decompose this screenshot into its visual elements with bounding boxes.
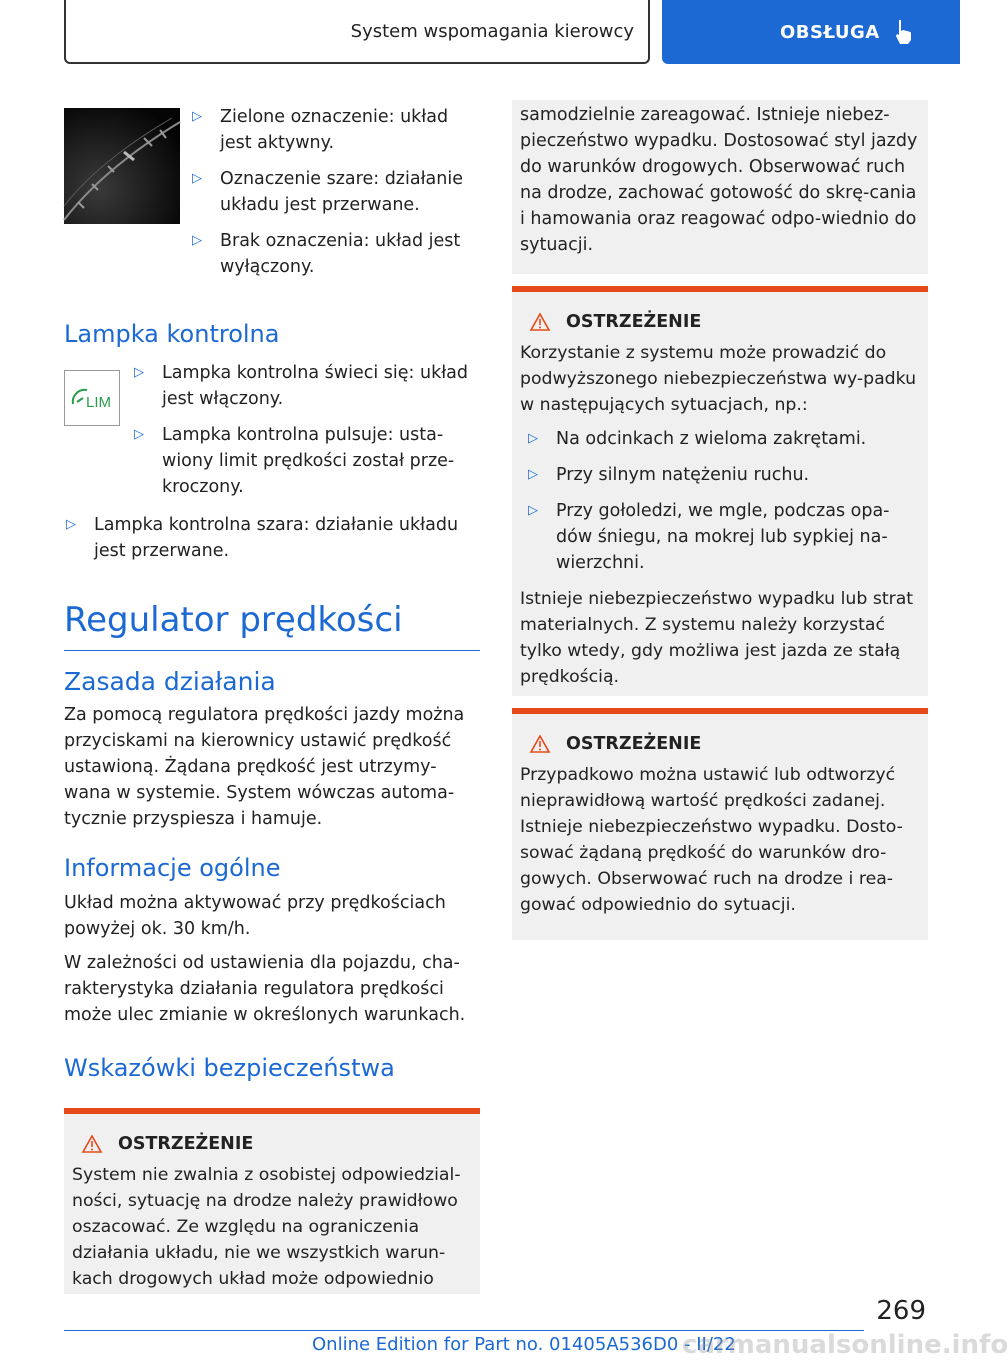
lampka-bullet-list xyxy=(132,360,480,510)
bullet-triangle-icon: ▷ xyxy=(528,431,538,446)
info-paragraph-2: W zależności od ustawienia dla pojazdu, cha-rakterystyka działania regulatora prędkości może ulec zmianie w określonych warunkach. xyxy=(64,953,466,1025)
list-item: ▷ Lampka kontrolna szara: działanie układu jest przerwane. xyxy=(64,512,480,564)
warning-box-3 xyxy=(512,708,928,940)
list-item: ▷ Zielone oznaczenie: układ jest aktywny. xyxy=(190,104,480,156)
svg-text:LIM: LIM xyxy=(86,394,112,411)
lim-indicator-lamp xyxy=(64,370,120,426)
speedometer-indicator-image xyxy=(64,108,180,224)
lampka-heading: Lampka kontrolna xyxy=(64,320,280,348)
left-column xyxy=(64,100,480,1294)
warning-title: OSTRZEŻENIE xyxy=(520,312,920,332)
warning-intro: Korzystanie z systemu może prowadzić do podwyższonego niebezpieczeństwa wy-padku w następujących sytuacjach, np.: xyxy=(520,343,917,415)
bullet-triangle-icon: ▷ xyxy=(134,365,144,380)
footer-edition: Online Edition for Part no. 01405A536D0 - II/22 xyxy=(312,1334,736,1355)
info-heading: Informacje ogólne xyxy=(64,854,281,882)
list-item: ▷ Brak oznaczenia: układ jest wyłączony. xyxy=(190,228,480,280)
watermark: carmanualsonline.info xyxy=(682,1330,1008,1360)
header-section-box xyxy=(64,0,650,64)
indicator-bullet-list xyxy=(190,104,480,290)
list-item: ▷ Na odcinkach z wieloma zakrętami. xyxy=(520,426,920,452)
info-paragraph-1: Układ można aktywować przy prędkościach powyżej ok. 30 km/h. xyxy=(64,893,446,939)
warning-box-1 xyxy=(64,1108,480,1294)
list-item: ▷ Przy silnym natężeniu ruchu. xyxy=(520,462,920,488)
warning-title: OSTRZEŻENIE xyxy=(520,734,920,754)
zasada-paragraph: Za pomocą regulatora prędkości jazdy można przyciskami na kierownicy ustawić prędkość ustawioną. Żądana prędkość jest utrzymy-wana w systemie. System wówczas automa-tycznie przyspiesza i hamuje. xyxy=(64,705,465,829)
warning-title: OSTRZEŻENIE xyxy=(72,1134,472,1154)
safety-heading: Wskazówki bezpieczeństwa xyxy=(64,1054,395,1082)
bullet-triangle-icon: ▷ xyxy=(192,171,202,186)
list-item: ▷ Przy gołoledzi, we mgle, podczas opa-dów śniegu, na mokrej lub sypkiej na-wierzchni. xyxy=(520,498,920,576)
bullet-triangle-icon: ▷ xyxy=(528,467,538,482)
warning-bullet-list xyxy=(520,426,920,576)
bullet-triangle-icon: ▷ xyxy=(192,233,202,248)
list-item: ▷ Lampka kontrolna świeci się: układ jest włączony. xyxy=(132,360,480,412)
warning-triangle-icon xyxy=(82,1135,102,1153)
bullet-triangle-icon: ▷ xyxy=(528,503,538,518)
warning-triangle-icon xyxy=(530,735,550,753)
bullet-triangle-icon: ▷ xyxy=(134,427,144,442)
page-number: 269 xyxy=(876,1296,926,1326)
warning-box-2 xyxy=(512,286,928,696)
lim-gauge-icon xyxy=(67,378,117,418)
list-item: ▷ Oznaczenie szare: działanie układu jest przerwane. xyxy=(190,166,480,218)
header-section-title: System wspomagania kierowcy xyxy=(350,20,634,42)
right-column xyxy=(512,100,928,940)
warning-continuation-text: samodzielnie zareagować. Istnieje niebez-pieczeństwo wypadku. Dostosować styl jazdy do warunków drogowych. Obserwować ruch na drodze, zachować gotowość do skrę-cania i hamowania oraz reagować odpo-wiednio do sytuacji. xyxy=(520,105,918,255)
warning-text: System nie zwalnia z osobistej odpowiedzial-ności, sytuację na drodze należy prawidłowo oszacować. Ze względu na ograniczenia działania układu, nie we wszystkich warun-kach drogowych układ może odpowiednio xyxy=(72,1165,461,1289)
indicator-block xyxy=(64,108,480,290)
lampka-block xyxy=(64,364,480,510)
warning-triangle-icon xyxy=(530,313,550,331)
header-tab-label: OBSŁUGA xyxy=(780,21,880,43)
pointing-hand-icon xyxy=(892,18,916,46)
bullet-triangle-icon: ▷ xyxy=(192,109,202,124)
list-item: ▷ Lampka kontrolna pulsuje: usta-wiony limit prędkości został prze-kroczony. xyxy=(132,422,480,500)
main-heading: Regulator prędkości xyxy=(64,600,480,651)
warning-text: Przypadkowo można ustawić lub odtworzyć nieprawidłową wartość prędkości zadanej. Istnieje niebezpieczeństwo wypadku. Dosto-sować żądaną prędkość do warunków dro-gowych. Obserwować ruch na drodze i rea-gować odpowiednio do sytuacji. xyxy=(520,765,903,915)
warning-box-continued xyxy=(512,100,928,274)
zasada-heading: Zasada działania xyxy=(64,667,276,696)
header-tab xyxy=(662,0,960,64)
bullet-triangle-icon: ▷ xyxy=(66,517,76,532)
warning-outro: Istnieje niebezpieczeństwo wypadku lub strat materialnych. Z systemu należy korzystać tylko wtedy, gdy możliwa jest jazda ze stałą prędkością. xyxy=(520,589,914,687)
